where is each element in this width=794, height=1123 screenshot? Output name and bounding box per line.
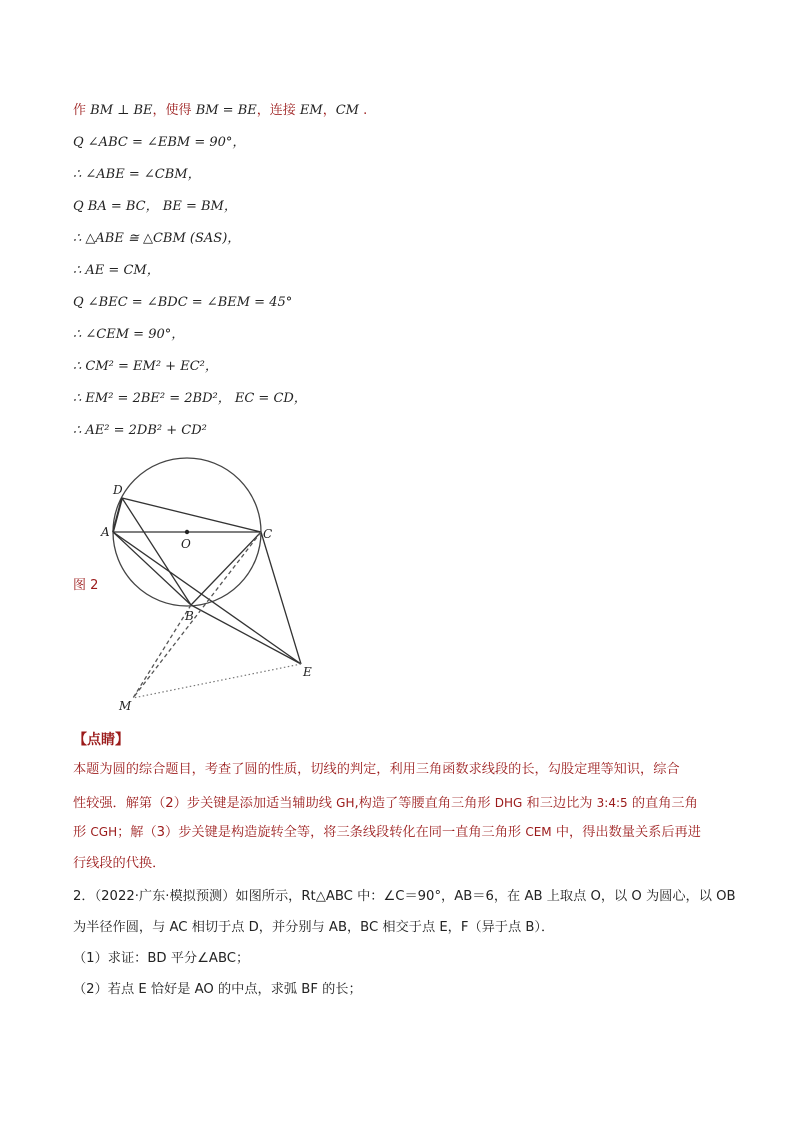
segment-cm [133,532,261,698]
comment-line-4: 行线段的代换． [73,856,166,871]
solution-line-8: ∴ ∠CEM = 90°， [73,327,185,342]
problem-question-1: （1）求证：BD 平分∠ABC； [73,951,250,966]
problem-line-1: 2．（2022·广东·模拟预测）如图所示，Rt△ABC 中：∠C＝90°，AB＝6，在 AB 上取点 O，以 O 为圆心，以 OB [73,889,736,904]
label-o: O [181,537,191,551]
solution-line-10: ∴ EM² = 2BE² = 2BD²， EC = CD， [73,391,307,406]
label-c: C [263,527,273,541]
solution-line-2: Q ∠ABC = ∠EBM = 90°， [73,135,246,150]
comment-heading: 【点睛】 [73,732,129,748]
label-d: D [113,483,123,497]
comment-line-2: 性较强．解第（2）步关键是添加适当辅助线 GH,构造了等腰直角三角形 DHG 和三边比为 3:4:5 的直角三角 [73,796,698,811]
segment-be [191,605,301,664]
solution-line-4: Q BA = BC， BE = BM， [73,199,237,214]
geometry-figure [95,448,335,718]
solution-line-11: ∴ AE² = 2DB² + CD² [73,423,207,438]
problem-line-2: 为半径作圆，与 AC 相切于点 D，并分别与 AB，BC 相交于点 E，F（异于点 B）． [73,920,555,935]
segment-em [133,664,301,698]
segment-ce [261,532,301,664]
solution-line-6: ∴ AE = CM， [73,263,160,278]
solution-line-9: ∴ CM² = EM² + EC²， [73,359,218,374]
label-e: E [303,665,312,679]
figure-label: 图 2 [73,578,99,593]
segment-ae [113,532,301,664]
label-a: A [101,525,110,539]
problem-question-2: （2）若点 E 恰好是 AO 的中点，求弧 BF 的长； [73,982,362,997]
solution-line-1: 作 BM ⊥ BE，使得 BM = BE，连接 EM，CM . [73,103,368,118]
segment-bm [133,605,191,698]
solution-line-3: ∴ ∠ABE = ∠CBM， [73,167,201,182]
comment-line-3: 形 CGH；解（3）步关键是构造旋转全等，将三条线段转化在同一直角三角形 CEM 中，得出数量关系后再进 [73,825,701,840]
segment-ab [113,532,191,605]
center-dot [185,530,189,534]
comment-line-1: 本题为圆的综合题目，考查了圆的性质，切线的判定，利用三角函数求线段的长，勾股定理等知识，综合 [73,762,680,777]
segment-db [122,498,191,605]
label-b: B [185,609,194,623]
label-m: M [119,699,132,713]
segment-dc [122,498,261,532]
solution-line-5: ∴ △ABE ≅ △CBM (SAS)， [73,231,241,246]
solution-line-7: Q ∠BEC = ∠BDC = ∠BEM = 45° [73,295,293,310]
